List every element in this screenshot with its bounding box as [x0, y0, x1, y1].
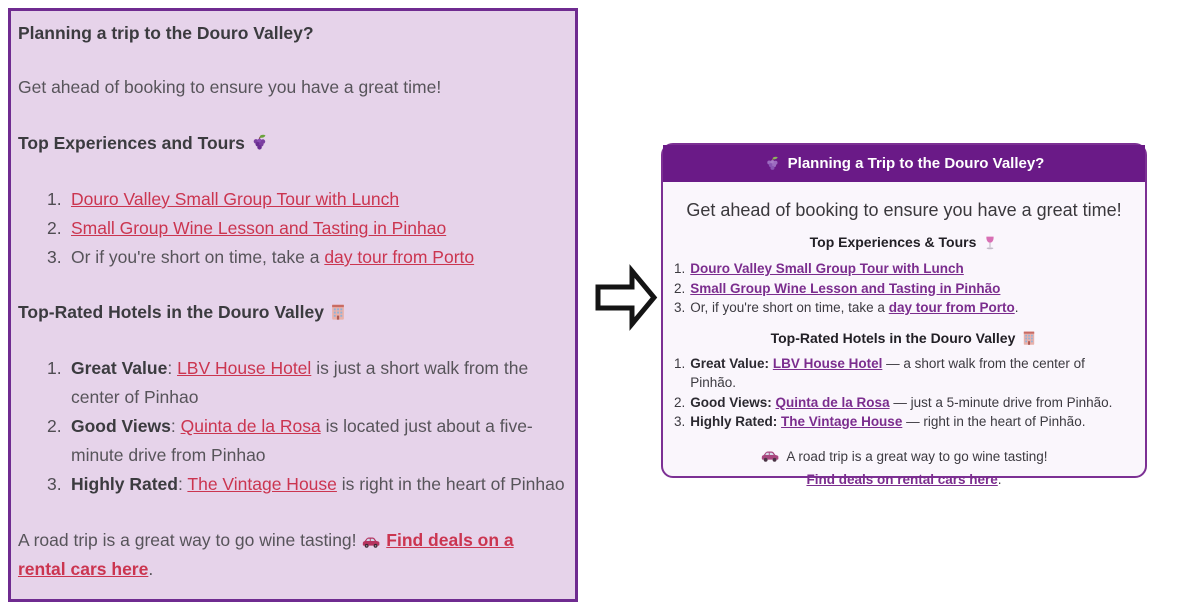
list-item — [674, 412, 1134, 432]
item-label: Great Value: — [690, 355, 770, 371]
right-experiences-heading-text: Top Experiences & Tours — [809, 234, 977, 250]
link-rental-cars[interactable]: Find deals on rental cars here — [806, 472, 998, 487]
item-separator: : — [177, 474, 183, 494]
item-number: 1. — [674, 261, 686, 276]
link-lbv-house-hotel[interactable]: LBV House Hotel — [177, 358, 312, 378]
right-intro: Get ahead of booking to ensure you have a great time! — [686, 200, 1122, 220]
item-label: Highly Rated: — [690, 414, 778, 429]
right-footer-text: A road trip is a great way to go wine tasting! — [786, 448, 1048, 464]
item-text — [71, 354, 569, 412]
item-text — [71, 243, 569, 272]
left-intro: Get ahead of booking to ensure you have a great time! — [18, 77, 442, 97]
item-number: 2. — [674, 280, 686, 296]
car-icon — [760, 449, 780, 463]
item-label: Good Views — [71, 416, 171, 436]
car-icon — [361, 535, 381, 549]
link-quinta-de-la-rosa[interactable]: Quinta de la Rosa — [775, 394, 890, 410]
grapes-icon — [250, 134, 268, 152]
right-hotels-heading — [674, 329, 1134, 348]
left-note-panel — [8, 8, 578, 602]
item-number: 1. — [47, 358, 62, 378]
arrow-right-icon — [593, 266, 659, 329]
link-quinta-de-la-rosa[interactable]: Quinta de la Rosa — [180, 416, 321, 436]
item-label: Great Value — [71, 358, 168, 378]
link-wine-lesson[interactable]: Small Group Wine Lesson and Tasting in Pinhão — [690, 280, 1001, 296]
item-text — [690, 412, 1085, 432]
right-footer — [674, 447, 1134, 467]
item-suffix: — right in the heart of Pinhão. — [906, 414, 1086, 429]
item-text — [690, 259, 964, 279]
left-title: Planning a trip to the Douro Valley? — [18, 23, 314, 43]
item-label: Highly Rated — [71, 474, 178, 494]
list-item — [674, 393, 1134, 413]
right-hotels-list — [674, 354, 1134, 432]
item-separator: : — [170, 416, 176, 436]
hotel-icon — [1021, 330, 1037, 346]
item-number: 1. — [674, 355, 686, 371]
link-the-vintage-house[interactable]: The Vintage House — [187, 474, 337, 494]
list-item — [674, 259, 1134, 279]
list-item — [47, 214, 569, 243]
link-the-vintage-house[interactable]: The Vintage House — [781, 414, 903, 429]
list-item — [674, 279, 1134, 299]
item-number: 3. — [674, 300, 686, 315]
item-number: 1. — [47, 189, 62, 209]
item-suffix: is right in the heart of Pinhao — [341, 474, 565, 494]
hotel-icon — [329, 303, 347, 321]
link-douro-valley-tour[interactable]: Douro Valley Small Group Tour with Lunch — [690, 261, 964, 276]
left-footer-text: A road trip is a great way to go wine tasting! — [18, 530, 357, 550]
link-day-tour-porto[interactable]: day tour from Porto — [888, 300, 1015, 315]
item-text — [690, 393, 1112, 413]
right-hotels-heading-text: Top-Rated Hotels in the Douro Valley — [770, 329, 1016, 346]
link-wine-lesson[interactable]: Small Group Wine Lesson and Tasting in Pinhao — [71, 218, 447, 238]
left-experiences-heading-text: Top Experiences and Tours — [18, 133, 245, 153]
link-rental-cars[interactable]: Find deals on a rental cars here — [18, 530, 514, 579]
item-text — [71, 185, 569, 214]
left-hotels-list — [47, 354, 569, 499]
left-footer — [18, 526, 558, 584]
item-text — [690, 354, 1134, 393]
right-card-title: Planning a Trip to the Douro Valley? — [787, 155, 1045, 172]
list-item — [47, 470, 569, 499]
item-number: 2. — [674, 394, 686, 410]
list-item — [674, 298, 1134, 318]
item-prefix: Or, if you're short on time, take a — [690, 300, 885, 315]
right-card-header — [663, 145, 1145, 182]
item-label: Good Views: — [690, 394, 772, 410]
link-day-tour-porto[interactable]: day tour from Porto — [324, 247, 475, 267]
list-item — [47, 412, 569, 470]
right-experiences-heading — [674, 233, 1134, 252]
left-experiences-heading — [18, 131, 569, 155]
item-number: 3. — [674, 414, 686, 429]
list-item — [47, 185, 569, 214]
item-prefix: Or if you're short on time, take a — [71, 247, 320, 267]
item-text — [71, 470, 569, 499]
left-hotels-heading-text: Top-Rated Hotels in the Douro Valley — [18, 302, 324, 322]
left-footer-period: . — [148, 559, 154, 579]
item-suffix: — just a 5-minute drive from Pinhão. — [893, 394, 1113, 410]
item-number: 3. — [47, 247, 62, 267]
right-footer-link-line — [674, 470, 1134, 490]
left-experiences-list — [47, 185, 569, 272]
item-separator: : — [167, 358, 173, 378]
item-suffix: . — [1014, 300, 1019, 315]
right-experiences-list — [674, 259, 1134, 318]
item-suffix: is just a short walk from the center of Pinhao — [71, 358, 529, 407]
item-suffix: — a short walk from the center of Pinhão. — [690, 355, 1085, 390]
list-item — [47, 243, 569, 272]
wine-glass-icon — [982, 235, 998, 251]
item-text — [71, 412, 569, 470]
link-douro-valley-tour[interactable]: Douro Valley Small Group Tour with Lunch — [71, 189, 400, 209]
right-footer-period: . — [997, 472, 1002, 487]
item-number: 3. — [47, 474, 62, 494]
left-hotels-heading — [18, 300, 569, 324]
list-item — [47, 354, 569, 412]
item-text — [690, 298, 1018, 318]
item-suffix: is located just about a five-minute drive from Pinhao — [71, 416, 533, 465]
grapes-icon — [764, 156, 780, 172]
item-text — [71, 214, 569, 243]
item-number: 2. — [47, 218, 62, 238]
item-text — [690, 279, 1000, 299]
right-card-body — [663, 182, 1145, 490]
right-summary-card — [661, 143, 1147, 487]
list-item — [674, 354, 1134, 393]
link-lbv-house-hotel[interactable]: LBV House Hotel — [772, 355, 883, 371]
item-number: 2. — [47, 416, 62, 436]
